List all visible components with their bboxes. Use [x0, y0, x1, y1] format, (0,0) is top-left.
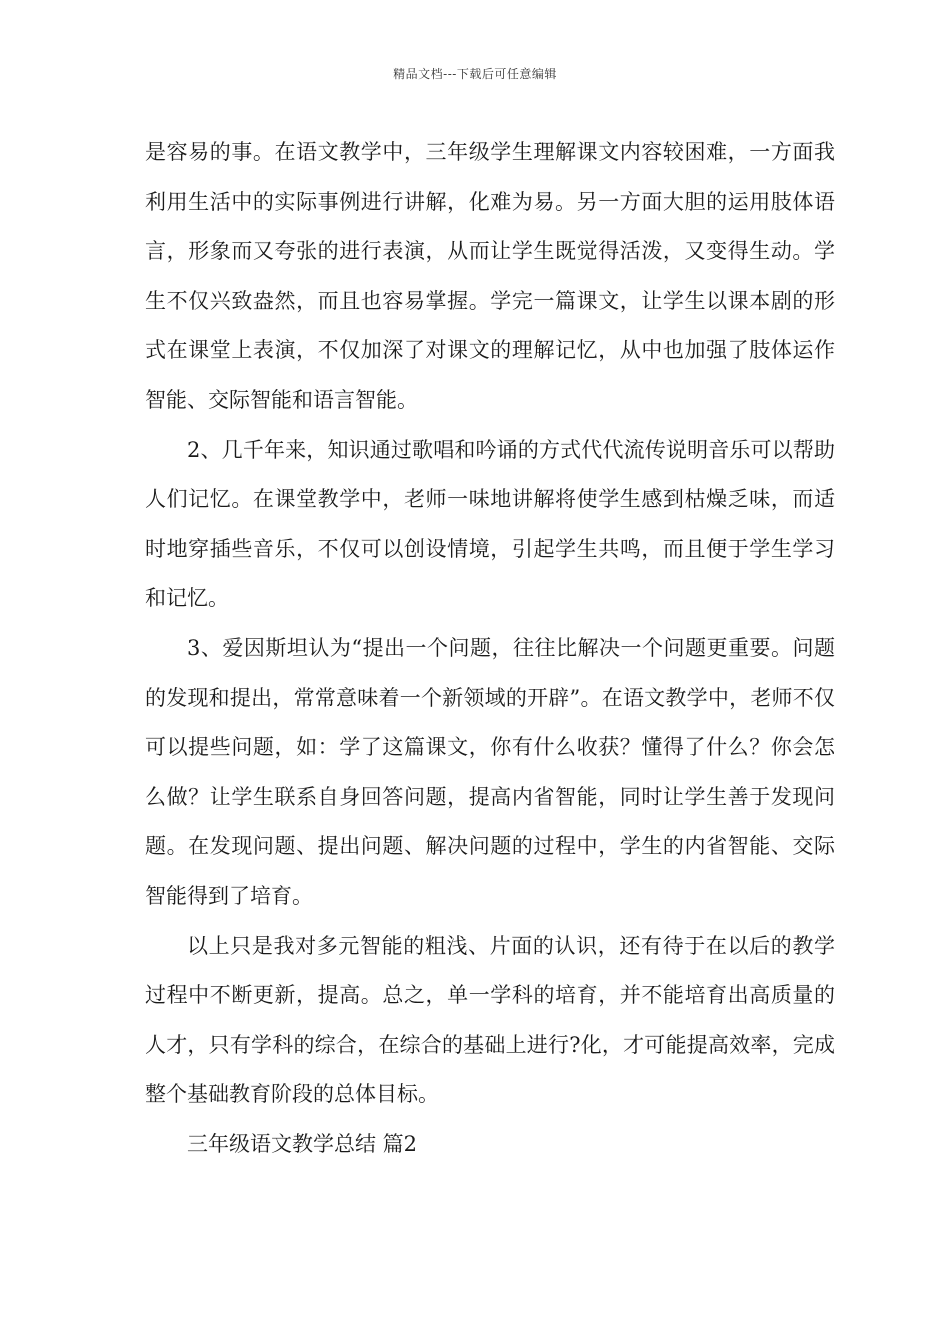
section-title: 三年级语文教学总结 篇2	[187, 1131, 418, 1156]
document-body	[145, 128, 835, 1169]
paragraph-continuation: 是容易的事。在语文教学中，三年级学生理解课文内容较困难，一方面我利用生活中的实际事例进行讲解，化难为易。另一方面大胆的运用肢体语言，形象而又夸张的进行表演，从而让学生既觉得活泼，又变得生动。学生不仅兴致盎然，而且也容易掌握。学完一篇课文，让学生以课本剧的形式在课堂上表演，不仅加深了对课文的理解记忆，从中也加强了肢体运作智能、交际智能和语言智能。	[145, 140, 835, 412]
paragraph-summary: 以上只是我对多元智能的粗浅、片面的认识，还有待于在以后的教学过程中不断更新，提高。总之，单一学科的培育，并不能培育出高质量的人才，只有学科的综合，在综合的基础上进行?化，才可能提高效率，完成整个基础教育阶段的总体目标。	[145, 933, 835, 1107]
paragraph-2: 2、几千年来，知识通过歌唱和吟诵的方式代代流传说明音乐可以帮助人们记忆。在课堂教学中，老师一味地讲解将使学生感到枯燥乏味，而适时地穿插些音乐，不仅可以创设情境，引起学生共鸣，而且便于学生学习和记忆。	[145, 437, 835, 611]
page-header: 精品文档---下载后可任意编辑	[393, 67, 557, 81]
paragraph-3: 3、爱因斯坦认为“提出一个问题，往往比解决一个问题更重要。问题的发现和提出，常常意味着一个新领域的开辟”。在语文教学中，老师不仅可以提些问题，如：学了这篇课文，你有什么收获？懂得了什么？你会怎么做？让学生联系自身回答问题，提高内省智能，同时让学生善于发现问题。在发现问题、提出问题、解决问题的过程中，学生的内省智能、交际智能得到了培育。	[145, 635, 835, 908]
